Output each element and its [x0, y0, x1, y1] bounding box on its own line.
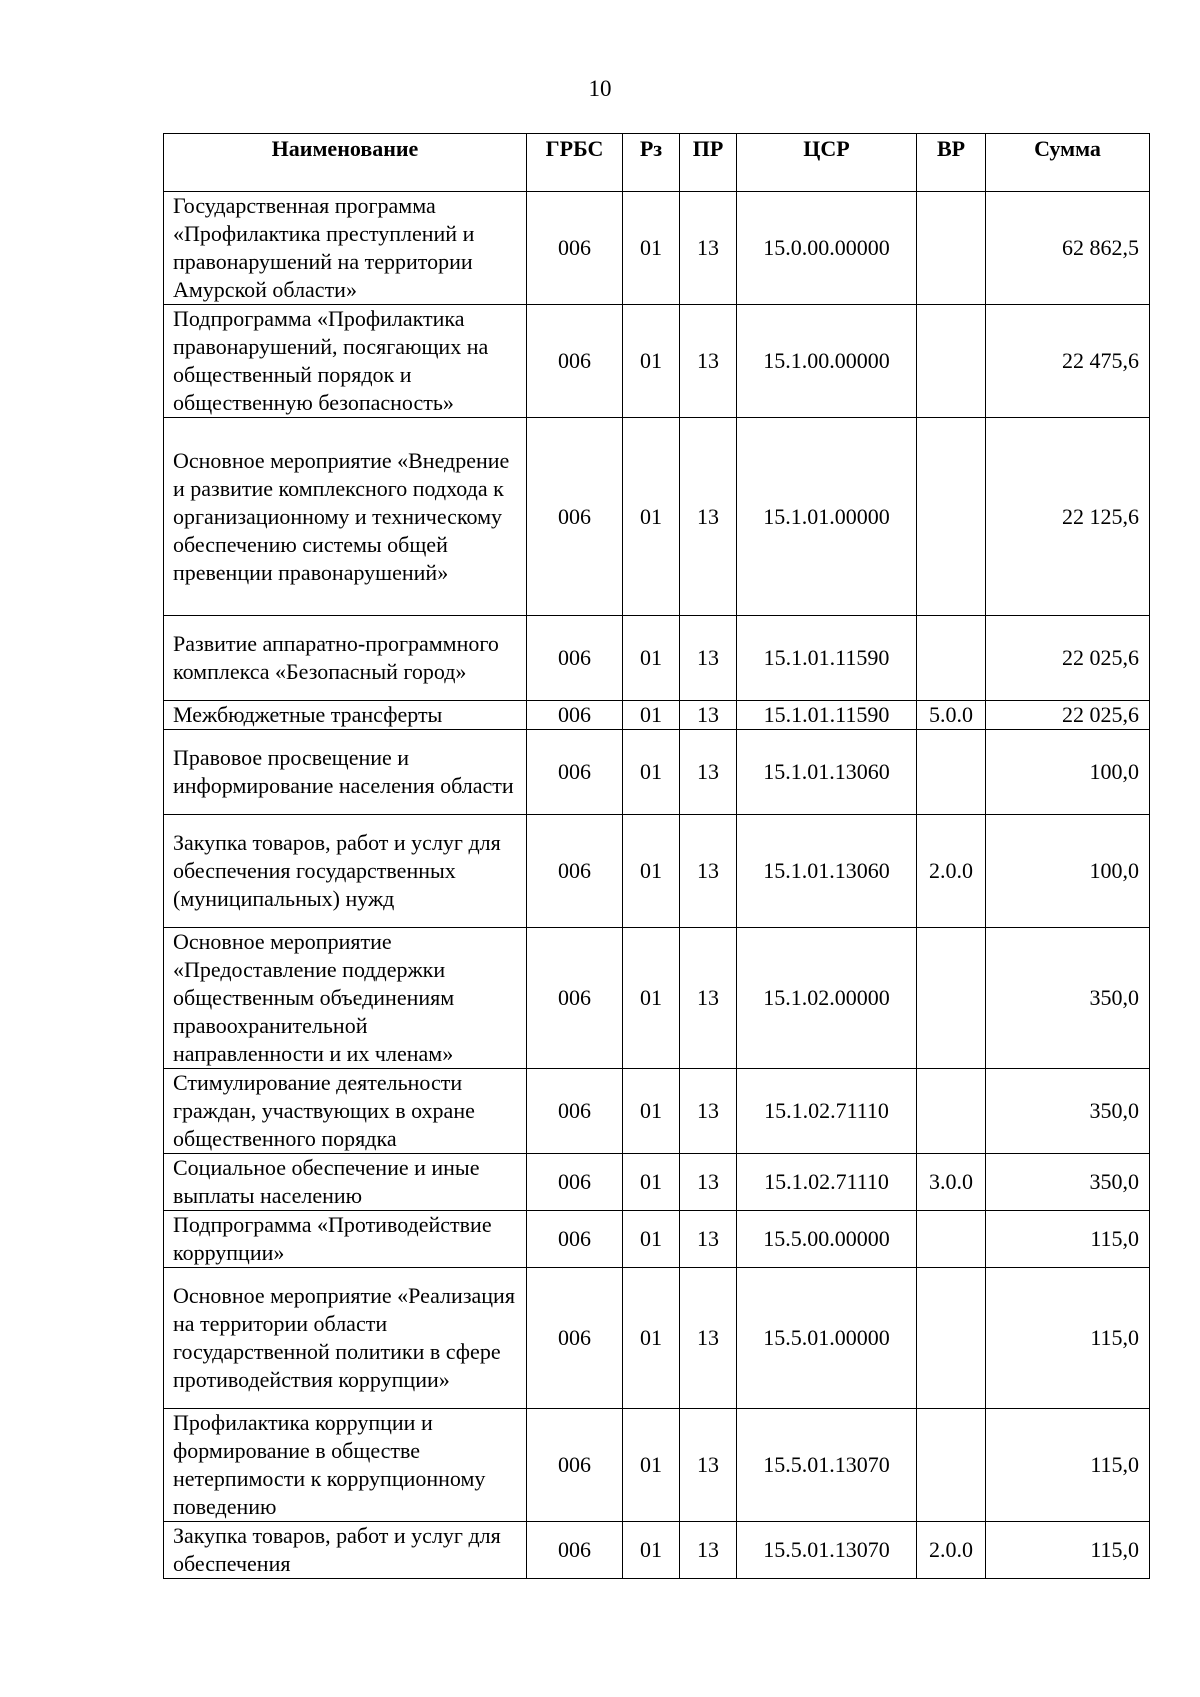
row-sum: 115,0 [986, 1522, 1150, 1579]
row-csr: 15.5.01.13070 [737, 1522, 917, 1579]
row-csr: 15.1.01.11590 [737, 616, 917, 701]
row-sum: 22 025,6 [986, 616, 1150, 701]
row-csr: 15.0.00.00000 [737, 192, 917, 305]
row-sum: 115,0 [986, 1211, 1150, 1268]
row-rz: 01 [623, 418, 680, 616]
row-pr: 13 [680, 701, 737, 730]
row-grbs: 006 [527, 701, 623, 730]
row-csr: 15.5.01.00000 [737, 1268, 917, 1409]
row-rz: 01 [623, 701, 680, 730]
row-vr [917, 1409, 986, 1522]
table-row [164, 1154, 1150, 1211]
row-csr: 15.1.00.00000 [737, 305, 917, 418]
row-name: Развитие аппаратно-программного комплекса «Безопасный город» [164, 616, 527, 701]
row-rz: 01 [623, 305, 680, 418]
table-row [164, 928, 1150, 1069]
row-csr: 15.5.01.13070 [737, 1409, 917, 1522]
table-row [164, 701, 1150, 730]
row-pr: 13 [680, 730, 737, 815]
row-sum: 22 125,6 [986, 418, 1150, 616]
row-name: Основное мероприятие «Реализация на территории области государственной политики в сфере противодействия коррупции» [164, 1268, 527, 1409]
row-vr: 3.0.0 [917, 1154, 986, 1211]
row-grbs: 006 [527, 418, 623, 616]
row-csr: 15.1.01.11590 [737, 701, 917, 730]
row-csr: 15.1.01.00000 [737, 418, 917, 616]
row-csr: 15.1.01.13060 [737, 815, 917, 928]
header-csr: ЦСР [737, 134, 917, 192]
header-pr: ПР [680, 134, 737, 192]
row-rz: 01 [623, 1154, 680, 1211]
row-vr: 2.0.0 [917, 815, 986, 928]
row-pr: 13 [680, 1522, 737, 1579]
table-row [164, 305, 1150, 418]
row-name: Подпрограмма «Противодействие коррупции» [164, 1211, 527, 1268]
row-vr [917, 1069, 986, 1154]
row-sum: 22 475,6 [986, 305, 1150, 418]
row-name: Государственная программа «Профилактика преступлений и правонарушений на территории Амурской области» [164, 192, 527, 305]
row-sum: 62 862,5 [986, 192, 1150, 305]
row-rz: 01 [623, 730, 680, 815]
table-row [164, 418, 1150, 616]
row-name: Основное мероприятие «Предоставление поддержки общественным объединениям правоохранительной направленности и их членам» [164, 928, 527, 1069]
row-pr: 13 [680, 928, 737, 1069]
row-vr [917, 730, 986, 815]
row-grbs: 006 [527, 192, 623, 305]
row-grbs: 006 [527, 1268, 623, 1409]
row-csr: 15.1.02.71110 [737, 1154, 917, 1211]
row-rz: 01 [623, 1268, 680, 1409]
table-row [164, 1268, 1150, 1409]
row-grbs: 006 [527, 305, 623, 418]
row-rz: 01 [623, 1069, 680, 1154]
row-rz: 01 [623, 1522, 680, 1579]
row-rz: 01 [623, 192, 680, 305]
row-pr: 13 [680, 616, 737, 701]
row-grbs: 006 [527, 616, 623, 701]
row-sum: 350,0 [986, 1069, 1150, 1154]
table-header-row [164, 134, 1150, 192]
row-grbs: 006 [527, 1409, 623, 1522]
header-name: Наименование [164, 134, 527, 192]
row-sum: 115,0 [986, 1268, 1150, 1409]
row-name: Профилактика коррупции и формирование в обществе нетерпимости к коррупционному поведению [164, 1409, 527, 1522]
row-name: Закупка товаров, работ и услуг для обеспечения [164, 1522, 527, 1579]
row-pr: 13 [680, 418, 737, 616]
row-vr: 2.0.0 [917, 1522, 986, 1579]
table-row [164, 1069, 1150, 1154]
table-row [164, 616, 1150, 701]
row-csr: 15.1.01.13060 [737, 730, 917, 815]
row-pr: 13 [680, 1409, 737, 1522]
table-row [164, 192, 1150, 305]
row-grbs: 006 [527, 730, 623, 815]
row-grbs: 006 [527, 1069, 623, 1154]
row-pr: 13 [680, 305, 737, 418]
row-sum: 350,0 [986, 1154, 1150, 1211]
row-pr: 13 [680, 1154, 737, 1211]
table-row [164, 815, 1150, 928]
row-pr: 13 [680, 815, 737, 928]
row-rz: 01 [623, 1211, 680, 1268]
row-name: Правовое просвещение и информирование населения области [164, 730, 527, 815]
row-grbs: 006 [527, 815, 623, 928]
row-csr: 15.1.02.00000 [737, 928, 917, 1069]
row-pr: 13 [680, 1268, 737, 1409]
row-sum: 100,0 [986, 815, 1150, 928]
row-rz: 01 [623, 815, 680, 928]
row-grbs: 006 [527, 1154, 623, 1211]
row-grbs: 006 [527, 928, 623, 1069]
row-name: Стимулирование деятельности граждан, участвующих в охране общественного порядка [164, 1069, 527, 1154]
row-sum: 115,0 [986, 1409, 1150, 1522]
row-rz: 01 [623, 1409, 680, 1522]
row-sum: 100,0 [986, 730, 1150, 815]
row-name: Подпрограмма «Профилактика правонарушений, посягающих на общественный порядок и общественную безопасность» [164, 305, 527, 418]
header-vr: ВР [917, 134, 986, 192]
row-name: Основное мероприятие «Внедрение и развитие комплексного подхода к организационному и техническому обеспечению системы общей превенции правонарушений» [164, 418, 527, 616]
table-row [164, 1211, 1150, 1268]
row-grbs: 006 [527, 1522, 623, 1579]
row-csr: 15.5.00.00000 [737, 1211, 917, 1268]
row-name: Межбюджетные трансферты [164, 701, 527, 730]
row-vr [917, 616, 986, 701]
table-row [164, 1522, 1150, 1579]
row-pr: 13 [680, 1211, 737, 1268]
row-sum: 350,0 [986, 928, 1150, 1069]
row-vr [917, 305, 986, 418]
row-name: Закупка товаров, работ и услуг для обеспечения государственных (муниципальных) нужд [164, 815, 527, 928]
row-vr [917, 1268, 986, 1409]
row-vr [917, 192, 986, 305]
row-rz: 01 [623, 616, 680, 701]
row-name: Социальное обеспечение и иные выплаты населению [164, 1154, 527, 1211]
table-row [164, 1409, 1150, 1522]
row-vr [917, 928, 986, 1069]
row-vr [917, 418, 986, 616]
header-grbs: ГРБС [527, 134, 623, 192]
row-vr: 5.0.0 [917, 701, 986, 730]
header-sum: Сумма [986, 134, 1150, 192]
row-grbs: 006 [527, 1211, 623, 1268]
header-rz: Рз [623, 134, 680, 192]
table-row [164, 730, 1150, 815]
row-sum: 22 025,6 [986, 701, 1150, 730]
row-csr: 15.1.02.71110 [737, 1069, 917, 1154]
row-vr [917, 1211, 986, 1268]
row-pr: 13 [680, 1069, 737, 1154]
budget-table [163, 133, 1150, 1579]
row-pr: 13 [680, 192, 737, 305]
page-number: 10 [588, 76, 612, 101]
row-rz: 01 [623, 928, 680, 1069]
